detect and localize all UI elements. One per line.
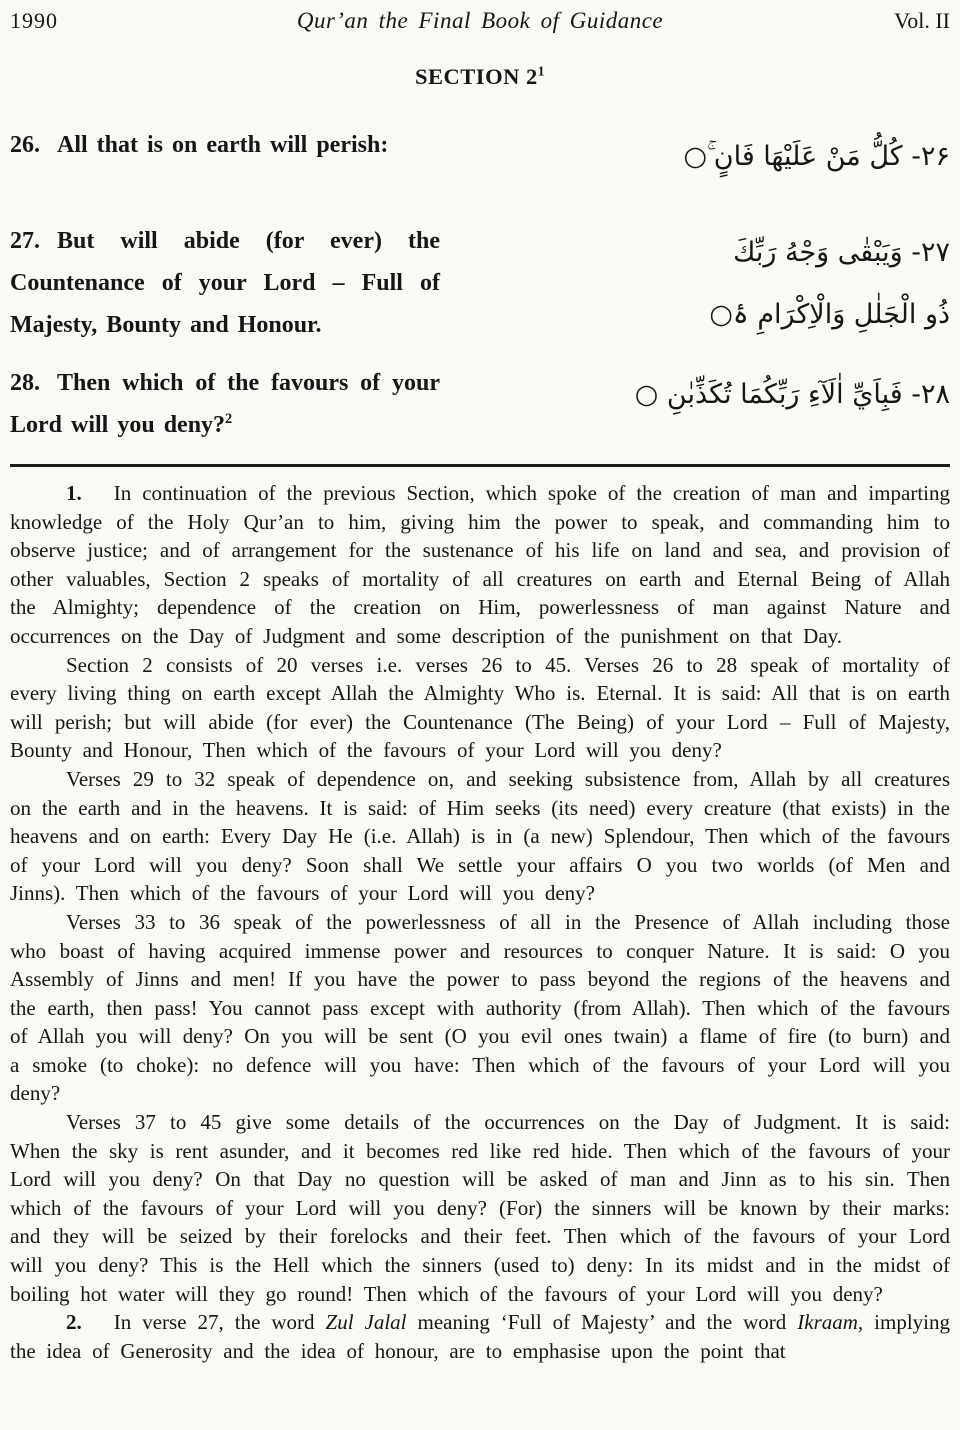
arabic-line: ۲۸- فَبِاَيِّ اٰلَآءِ رَبِّكُمَا تُكَذِّبٰنِ ○ xyxy=(634,379,950,410)
footnote-divider xyxy=(10,464,950,467)
paragraph-text: Verses 37 to 45 give some details of the occurrences on the Day of Judgment. It is said: When the sky is rent asunder, and it becomes red like red hide. Then which of the favours of your Lord will you deny? On that Day no question will be asked of man and Jinn as to his sin. Then which of the favours of your Lord will you deny? (For) the sinners will be known by their marks: and they will be seized by their forelocks and their feet. Then which of the favours of your Lord will you deny? This is the Hell which the sinners (used to) deny: In its midst and in the midst of boiling hot water will they go round! Then which of the favours of your Lord will you deny? xyxy=(10,1110,950,1306)
page-number: 1990 xyxy=(10,8,58,33)
section-title: SECTION 2 xyxy=(415,64,538,89)
verse-number: 26. xyxy=(10,132,40,158)
section-heading xyxy=(10,64,950,90)
verse-arabic xyxy=(480,362,950,426)
verse-translation xyxy=(10,220,440,346)
verse-translation xyxy=(10,124,440,166)
paragraph-text: meaning ‘Full of Majesty’ and the word xyxy=(406,1310,798,1335)
commentary-paragraph xyxy=(10,765,950,908)
paragraph-text: Ikraam, xyxy=(797,1310,864,1335)
commentary-paragraph xyxy=(10,908,950,1108)
verse-number: 27. xyxy=(10,228,40,254)
arabic-line: ذُو الْجَلٰلِ وَالْاِكْرَامِ ۂ○ xyxy=(709,299,950,330)
commentary-paragraph xyxy=(10,651,950,765)
paragraph-text: Verses 29 to 32 speak of dependence on, and seeking subsistence from, Allah by all creatures on the earth and in the heavens. It is said: of Him seeks (its need) every creature (that exists) in the heavens and on earth: Every Day He (i.e. Allah) is in (a new) Splendour, Then which of the favours of your Lord will you deny? Soon shall We settle your affairs O you two worlds (of Men and Jinns). Then which of the favours of your Lord will you deny? xyxy=(10,766,950,906)
verse-text: But will abide (for ever) the Countenance of your Lord – Full of Majesty, Bounty and Honour. xyxy=(10,228,440,338)
book-title: Qur’an the Final Book of Guidance xyxy=(296,8,664,33)
verse-text: Then which of the favours of your Lord will you deny? xyxy=(10,370,440,438)
volume-label: Vol. II xyxy=(894,8,950,33)
paragraph-number: 2. xyxy=(66,1310,82,1335)
paragraph-text: Section 2 consists of 20 verses i.e. verses 26 to 45. Verses 26 to 28 speak of mortality of every living thing on earth except Allah the Almighty Who is. Eternal. It is said: All that is on earth will perish; but will abide (for ever) the Countenance (The Being) of your Lord – Full of Majesty, Bounty and Honour, Then which of the favours of your Lord will you deny? xyxy=(10,652,950,763)
verse-row xyxy=(10,124,950,188)
verse-text: All that is on earth will perish: xyxy=(57,132,389,158)
paragraph-text: In continuation of the previous Section, which spoke of the creation of man and imparting knowledge of the Holy Qur’an to him, giving him the power to speak, and commanding him to observe justice; and of arrangement for the sustenance of his life on land and sea, and provision of other valuables, Section 2 speaks of mortality of all creatures on earth and Eternal Being of Allah the Almighty; dependence of the creation on Him, powerlessness of man against Nature and occurrences on the Day of Judgment and some description of the punishment on that Day. xyxy=(10,481,950,648)
paragraph-text: In verse 27, the word xyxy=(113,1310,326,1335)
verse-row xyxy=(10,220,950,346)
commentary-paragraph xyxy=(10,1108,950,1308)
verse-block xyxy=(10,124,950,446)
section-footnote-ref: 1 xyxy=(537,63,545,79)
arabic-line: ۲۶- كُلُّ مَنْ عَلَيْهَا فَانٍ ۚ○ xyxy=(683,141,950,172)
verse-arabic xyxy=(480,220,950,346)
verse-translation xyxy=(10,362,440,446)
verse-number: 28. xyxy=(10,370,40,396)
paragraph-text: Zul Jalal xyxy=(325,1310,407,1335)
paragraph-text: implying the idea of Generosity and the idea of honour, are to emphasise upon the point that xyxy=(10,1310,950,1363)
verse-row xyxy=(10,362,950,446)
commentary-paragraph xyxy=(10,1308,950,1365)
arabic-line: ۲۷- وَيَبْقٰى وَجْهُ رَبِّكَ xyxy=(733,237,950,268)
paragraph-number: 1. xyxy=(66,481,82,505)
verse-footnote-ref: 2 xyxy=(225,411,233,427)
commentary-paragraph xyxy=(10,479,950,651)
commentary-notes xyxy=(10,479,950,1365)
verse-arabic xyxy=(480,124,950,188)
running-head xyxy=(10,8,950,34)
paragraph-text: Verses 33 to 36 speak of the powerlessness of all in the Presence of Allah including those who boast of having acquired immense power and resources to conquer Nature. It is said: O you Assembly of Jinns and men! If you have the power to pass beyond the regions of the heavens and the earth, then pass! You cannot pass except with authority (from Allah). Then which of the favours of Allah you will deny? On you will be sent (O you evil ones twain) a flame of fire (to burn) and a smoke (to choke): no defence will you have: Then which of the favours of your Lord will you deny? xyxy=(10,909,950,1106)
